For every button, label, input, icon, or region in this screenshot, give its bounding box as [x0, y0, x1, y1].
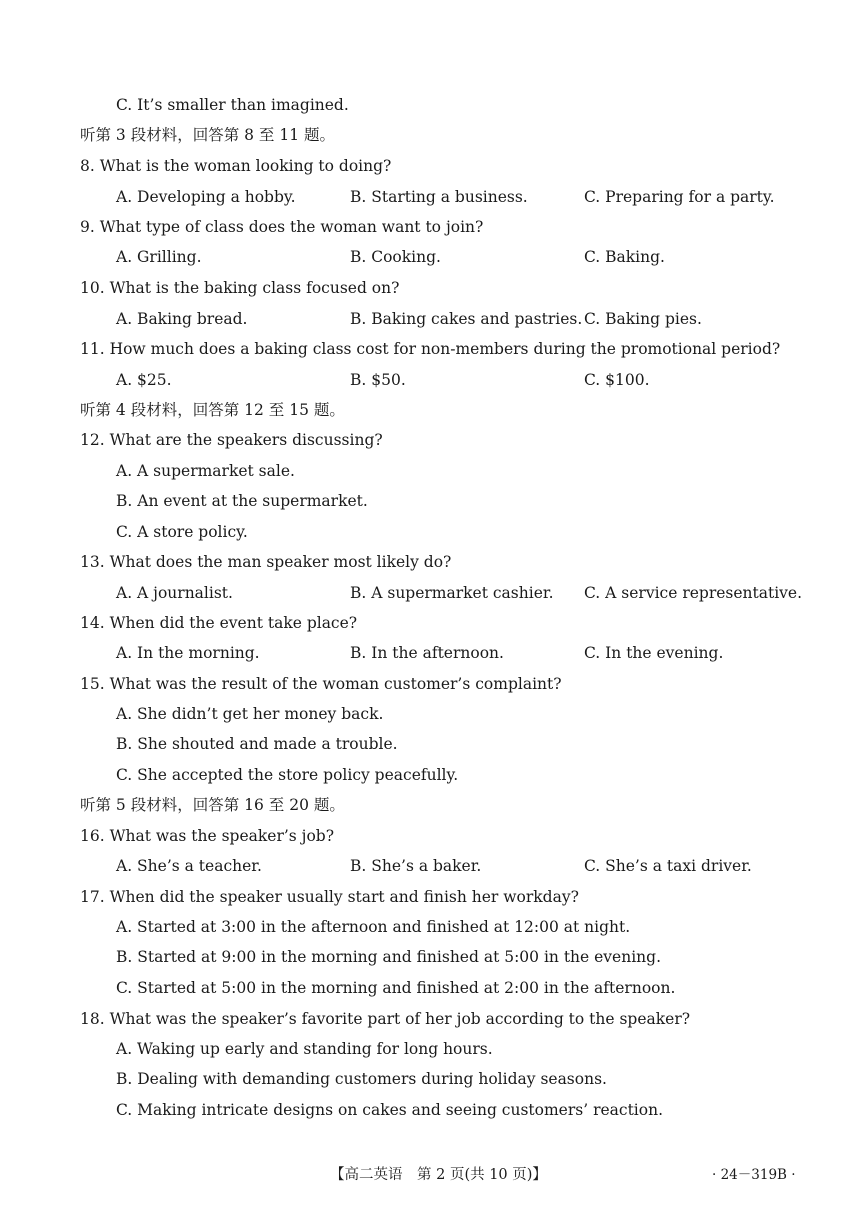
option-b: B. Baking cakes and pastries.: [350, 310, 583, 328]
section-instruction: 听第 5 段材料，回答第 16 至 20 题。: [80, 796, 345, 814]
option-b: B. Dealing with demanding customers during holiday seasons.: [116, 1070, 607, 1088]
paper-code: · 24－319B ·: [712, 1167, 796, 1183]
option-c: C. A store policy.: [116, 523, 248, 541]
option-c: C. Making intricate designs on cakes and seeing customers’ reaction.: [116, 1101, 664, 1119]
option-b: B. $50.: [350, 371, 406, 389]
option-a: A. In the morning.: [116, 644, 260, 662]
question-13: 13. What does the man speaker most likely do?: [80, 553, 452, 571]
option-b: B. In the afternoon.: [350, 644, 504, 662]
option-a: A. A supermarket sale.: [116, 462, 295, 480]
question-15: 15. What was the result of the woman customer’s complaint?: [80, 675, 562, 693]
option-b: B. Cooking.: [350, 248, 441, 266]
page-footer: 【高二英语 第 2 页(共 10 页)】: [330, 1167, 547, 1183]
question-8: 8. What is the woman looking to doing?: [80, 157, 392, 175]
option-a: A. Started at 3:00 in the afternoon and finished at 12:00 at night.: [116, 918, 631, 936]
option-a: A. $25.: [116, 371, 172, 389]
option-a: A. Grilling.: [116, 248, 202, 266]
question-11: 11. How much does a baking class cost for non-members during the promotional period?: [80, 340, 781, 358]
question-17: 17. When did the speaker usually start and finish her workday?: [80, 888, 579, 906]
option-c: C. $100.: [584, 371, 650, 389]
option-c: C. In the evening.: [584, 644, 724, 662]
question-10: 10. What is the baking class focused on?: [80, 279, 400, 297]
option-c: C. Preparing for a party.: [584, 188, 775, 206]
option-c: C. Baking pies.: [584, 310, 702, 328]
question-16: 16. What was the speaker’s job?: [80, 827, 335, 845]
option-c: C. She accepted the store policy peacefully.: [116, 766, 459, 784]
option-b: B. She shouted and made a trouble.: [116, 735, 398, 753]
question-12: 12. What are the speakers discussing?: [80, 431, 383, 449]
option-a: A. Baking bread.: [116, 310, 248, 328]
question-9: 9. What type of class does the woman want to join?: [80, 218, 484, 236]
option-c: C. A service representative.: [584, 584, 803, 602]
question-14: 14. When did the event take place?: [80, 614, 358, 632]
option-a: A. She’s a teacher.: [116, 857, 262, 875]
option-c: C. She’s a taxi driver.: [584, 857, 752, 875]
option-a: A. She didn’t get her money back.: [116, 705, 384, 723]
section-instruction: 听第 3 段材料，回答第 8 至 11 题。: [80, 126, 336, 144]
option-line: C. It’s smaller than imagined.: [116, 96, 349, 114]
option-b: B. An event at the supermarket.: [116, 492, 368, 510]
option-a: A. Developing a hobby.: [116, 188, 296, 206]
option-b: B. Started at 9:00 in the morning and finished at 5:00 in the evening.: [116, 948, 662, 966]
option-c: C. Started at 5:00 in the morning and finished at 2:00 in the afternoon.: [116, 979, 676, 997]
section-instruction: 听第 4 段材料，回答第 12 至 15 题。: [80, 401, 345, 419]
option-b: B. A supermarket cashier.: [350, 584, 554, 602]
option-a: A. A journalist.: [116, 584, 233, 602]
option-c: C. Baking.: [584, 248, 665, 266]
option-b: B. She’s a baker.: [350, 857, 482, 875]
option-a: A. Waking up early and standing for long hours.: [116, 1040, 493, 1058]
question-18: 18. What was the speaker’s favorite part of her job according to the speaker?: [80, 1010, 691, 1028]
option-b: B. Starting a business.: [350, 188, 528, 206]
